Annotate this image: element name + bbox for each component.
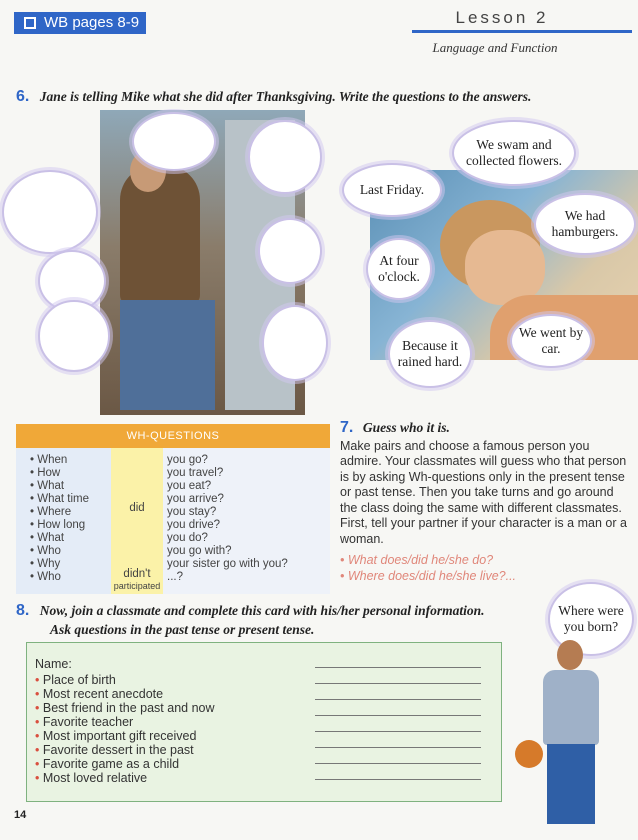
card-item: • Place of birth: [35, 673, 116, 687]
card-item: • Favorite game as a child: [35, 757, 180, 771]
wh-word: • What: [30, 480, 65, 492]
answer-bubble-hamburgers: We had hamburgers.: [534, 193, 636, 255]
answer-bubble-car: We went by car.: [510, 314, 592, 368]
exercise-8-instruction-1: Now, join a classmate and complete this card with his/her personal information.: [39, 603, 485, 618]
person-jeans: [120, 300, 215, 410]
exercise-6-heading: [16, 88, 636, 106]
answer-line: [315, 763, 481, 764]
exercise-6-number: 6.: [16, 88, 30, 105]
wh-word: • Where: [30, 506, 72, 518]
empty-bubble: [2, 170, 98, 254]
exercise-6-instruction: Jane is telling Mike what she did after Thanksgiving. Write the questions to the answers.: [39, 89, 532, 104]
wh-ending: you eat?: [167, 480, 212, 492]
wb-pages-label: WB pages 8-9: [14, 12, 146, 34]
exercise-7-body: Make pairs and choose a famous person you admire. Your classmates will guess who that person is by asking Wh-questions only in the present tense or past tense. Then you take turns and go around the class doing the same with different classmates. First, tell your partner if your character is a man or a woman.: [340, 438, 627, 546]
answer-line: [315, 715, 481, 716]
card-items-list: [35, 673, 215, 785]
exercise-7: [340, 420, 630, 584]
exercise-7-example: • What does/did he/she do?: [340, 553, 494, 567]
boy-jeans: [547, 744, 595, 824]
exercise-7-title: Guess who it is.: [362, 420, 450, 435]
personal-info-card: [26, 642, 502, 802]
wh-ending: you stay?: [167, 506, 217, 518]
wh-ending: you travel?: [167, 467, 224, 479]
basketball: [515, 740, 543, 768]
page-number: 14: [14, 809, 27, 821]
answer-bubble-four-oclock: At four o'clock.: [366, 238, 432, 300]
card-item: • Favorite teacher: [35, 715, 134, 729]
empty-bubble: [38, 300, 110, 372]
wh-ending: your sister go with you?: [167, 558, 288, 570]
exercise-8-instruction-2: Ask questions in the past tense or present tense.: [50, 622, 315, 637]
lesson-underline: [412, 30, 632, 33]
aux-didnt: didn't: [123, 568, 151, 580]
wh-word: • How: [30, 467, 61, 479]
wh-ending: you go with?: [167, 545, 232, 557]
empty-bubble: [262, 305, 328, 381]
wh-ending: you arrive?: [167, 493, 224, 505]
card-item: • Most important gift received: [35, 729, 197, 743]
wh-word: • Why: [30, 558, 61, 570]
wh-words-column: [16, 448, 111, 594]
empty-bubble: [132, 112, 216, 171]
exercise-7-example: • Where does/did he/she live?...: [340, 568, 517, 583]
aux-participated: participated: [113, 581, 161, 591]
wh-word: • Who: [30, 545, 61, 557]
boy-head: [557, 640, 583, 670]
answer-line: [315, 667, 481, 668]
wh-word: • How long: [30, 519, 86, 531]
jane-face: [465, 230, 545, 305]
card-item: • Favorite dessert in the past: [35, 743, 194, 757]
wh-ending: ...?: [167, 571, 183, 583]
card-item: • Most loved relative: [35, 771, 148, 785]
answer-bubble-rained: Because it rained hard.: [388, 320, 472, 388]
wh-word: • What time: [30, 493, 89, 505]
wh-auxiliary-column: [111, 448, 163, 594]
wh-endings-column: [163, 448, 330, 594]
boy-shirt: [543, 670, 599, 745]
boy-with-basketball: [515, 640, 635, 835]
answer-bubble-swam: We swam and collected flowers.: [452, 120, 576, 186]
exercise-8-heading: [16, 602, 536, 638]
where-born-bubble: Where were you born?: [548, 582, 634, 656]
answer-line: [315, 699, 481, 700]
card-name-label: Name:: [35, 657, 72, 671]
wh-word: • What: [30, 532, 65, 544]
card-item: • Most recent anecdote: [35, 687, 164, 701]
lesson-title: Lesson 2: [455, 8, 549, 27]
empty-bubble: [258, 218, 322, 284]
answer-line: [315, 747, 481, 748]
exercise-8-number: 8.: [16, 602, 30, 619]
answer-bubble-last-friday: Last Friday.: [342, 163, 442, 217]
wh-word: • When: [30, 454, 68, 466]
wh-word: • Who: [30, 571, 61, 583]
answer-line: [315, 731, 481, 732]
exercise-7-number: 7.: [340, 419, 354, 436]
lesson-subtitle: Language and Function: [432, 40, 558, 55]
wh-ending: you go?: [167, 454, 208, 466]
answer-line: [315, 779, 481, 780]
card-item: • Best friend in the past and now: [35, 701, 215, 715]
aux-did: did: [129, 502, 145, 514]
wh-ending: you do?: [167, 532, 208, 544]
wh-questions-header: WH-QUESTIONS: [16, 424, 330, 448]
answer-line: [315, 683, 481, 684]
wh-ending: you drive?: [167, 519, 221, 531]
empty-bubble: [248, 120, 322, 194]
